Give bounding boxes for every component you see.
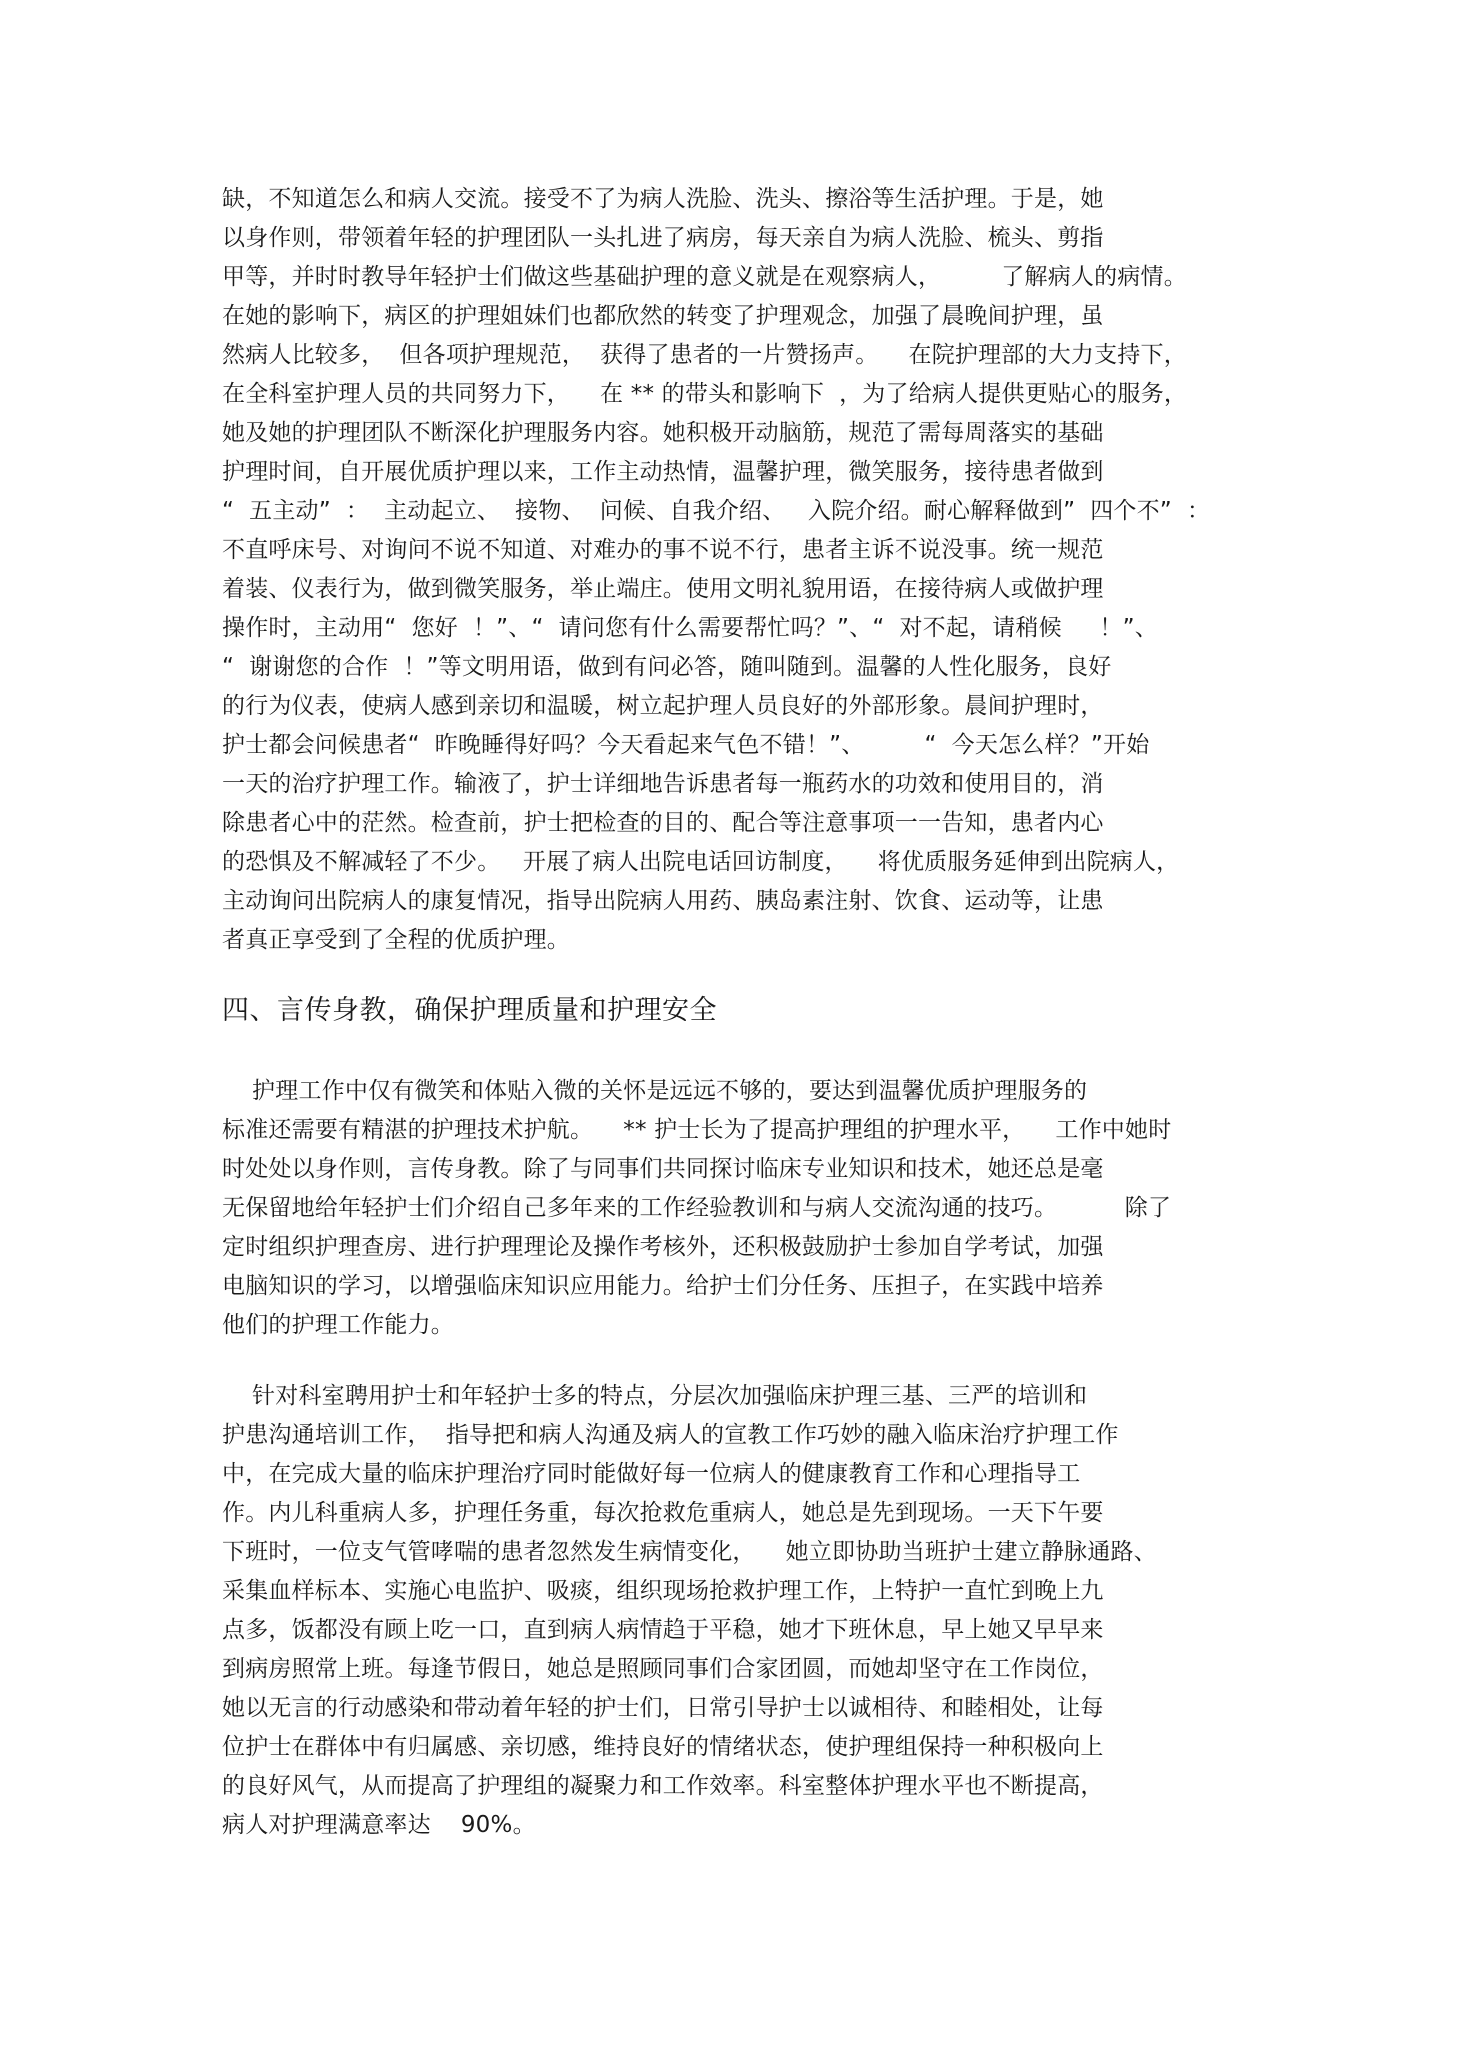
text-line: 甲等，并时时教导年轻护士们做这些基础护理的意义就是在观察病人， 了解病人的病情。: [222, 264, 1187, 290]
text-line: 采集血样标本、实施心电监护、吸痰，组织现场抢救护理工作，上特护一直忙到晚上九: [222, 1578, 1104, 1604]
text-line: 护理工作中仅有微笑和体贴入微的关怀是远远不够的，要达到温馨优质护理服务的: [222, 1078, 1088, 1104]
text-line: 作。内儿科重病人多，护理任务重，每次抢救危重病人，她总是先到现场。一天下午要: [222, 1500, 1104, 1526]
text-line: 电脑知识的学习，以增强临床知识应用能力。给护士们分任务、压担子，在实践中培养: [222, 1273, 1104, 1299]
text-line: 的恐惧及不解减轻了不少。 开展了病人出院电话回访制度， 将优质服务延伸到出院病人，: [222, 849, 1180, 875]
text-line: 的良好风气，从而提高了护理组的凝聚力和工作效率。科室整体护理水平也不断提高，: [222, 1773, 1104, 1799]
text-line: 针对科室聘用护士和年轻护士多的特点，分层次加强临床护理三基、三严的培训和: [222, 1383, 1088, 1409]
text-line: 的行为仪表，使病人感到亲切和温暖，树立起护理人员良好的外部形象。晨间护理时，: [222, 693, 1104, 719]
text-line: 以身作则，带领着年轻的护理团队一头扎进了病房，每天亲自为病人洗脸、梳头、剪指: [222, 225, 1104, 251]
text-line: 除患者心中的茫然。检查前，护士把检查的目的、配合等注意事项一一告知，患者内心: [222, 810, 1104, 836]
text-line: 护理时间，自开展优质护理以来，工作主动热情，温馨护理，微笑服务，接待患者做到: [222, 459, 1104, 485]
text-line: 者真正享受到了全程的优质护理。: [222, 927, 570, 953]
text-line: 不直呼床号、对询问不说不知道、对难办的事不说不行，患者主诉不说没事。统一规范: [222, 537, 1104, 563]
text-line: 在她的影响下，病区的护理姐妹们也都欣然的转变了护理观念，加强了晨晚间护理，虽: [222, 303, 1104, 329]
text-line: 标准还需要有精湛的护理技术护航。 ** 护士长为了提高护理组的护理水平， 工作中她时: [222, 1117, 1172, 1143]
text-line: 她以无言的行动感染和带动着年轻的护士们，日常引导护士以诚相待、和睦相处，让每: [222, 1695, 1104, 1721]
text-line: “ 谢谢您的合作 ！”等文明用语，做到有问必答，随叫随到。温馨的人性化服务，良好: [222, 654, 1112, 680]
text-line: 她及她的护理团队不断深化护理服务内容。她积极开动脑筋，规范了需每周落实的基础: [222, 420, 1104, 446]
text-line: 护患沟通培训工作， 指导把和病人沟通及病人的宣教工作巧妙的融入临床治疗护理工作: [222, 1422, 1119, 1448]
text-line: 主动询问出院病人的康复情况，指导出院病人用药、胰岛素注射、饮食、运动等，让患: [222, 888, 1104, 914]
section-heading: 四、言传身教，确保护理质量和护理安全: [222, 995, 717, 1026]
text-line: 病人对护理满意率达 90%。: [222, 1812, 536, 1838]
text-line: 在全科室护理人员的共同努力下， 在 ** 的带头和影响下 ，为了给病人提供更贴心的服务，: [222, 381, 1188, 407]
text-line: 然病人比较多， 但各项护理规范， 获得了患者的一片赞扬声。 在院护理部的大力支持下，: [222, 342, 1187, 368]
text-line: 缺，不知道怎么和病人交流。接受不了为病人洗脸、洗头、擦浴等生活护理。于是，她: [222, 186, 1104, 212]
text-line: 位护士在群体中有归属感、亲切感，维持良好的情绪状态，使护理组保持一种积极向上: [222, 1734, 1104, 1760]
text-line: 他们的护理工作能力。: [222, 1312, 454, 1338]
text-line: 到病房照常上班。每逢节假日，她总是照顾同事们合家团圆，而她却坚守在工作岗位，: [222, 1656, 1104, 1682]
text-line: 一天的治疗护理工作。输液了，护士详细地告诉患者每一瓶药水的功效和使用目的，消: [222, 771, 1104, 797]
text-line: 时处处以身作则，言传身教。除了与同事们共同探讨临床专业知识和技术，她还总是毫: [222, 1156, 1104, 1182]
text-line: 护士都会问候患者“ 昨晚睡得好吗？今天看起来气色不错！”、 “ 今天怎么样？”开始: [222, 732, 1150, 758]
text-line: 操作时，主动用“ 您好 ！”、“ 请问您有什么需要帮忙吗？”、“ 对不起，请稍候 ！”、: [222, 615, 1158, 641]
text-line: 点多，饭都没有顾上吃一口，直到病人病情趋于平稳，她才下班休息，早上她又早早来: [222, 1617, 1104, 1643]
text-line: 下班时，一位支气管哮喘的患者忽然发生病情变化， 她立即协助当班护士建立静脉通路、: [222, 1539, 1157, 1565]
text-line: “ 五主动” ： 主动起立、 接物、 问候、自我介绍、 入院介绍。耐心解释做到” 四个不” ：: [222, 498, 1211, 524]
text-line: 着装、仪表行为，做到微笑服务，举止端庄。使用文明礼貌用语，在接待病人或做护理: [222, 576, 1104, 602]
text-line: 定时组织护理查房、进行护理理论及操作考核外，还积极鼓励护士参加自学考试，加强: [222, 1234, 1104, 1260]
text-line: 中，在完成大量的临床护理治疗同时能做好每一位病人的健康教育工作和心理指导工: [222, 1461, 1081, 1487]
text-line: 无保留地给年轻护士们介绍自己多年来的工作经验教训和与病人交流沟通的技巧。 除了: [222, 1195, 1172, 1221]
